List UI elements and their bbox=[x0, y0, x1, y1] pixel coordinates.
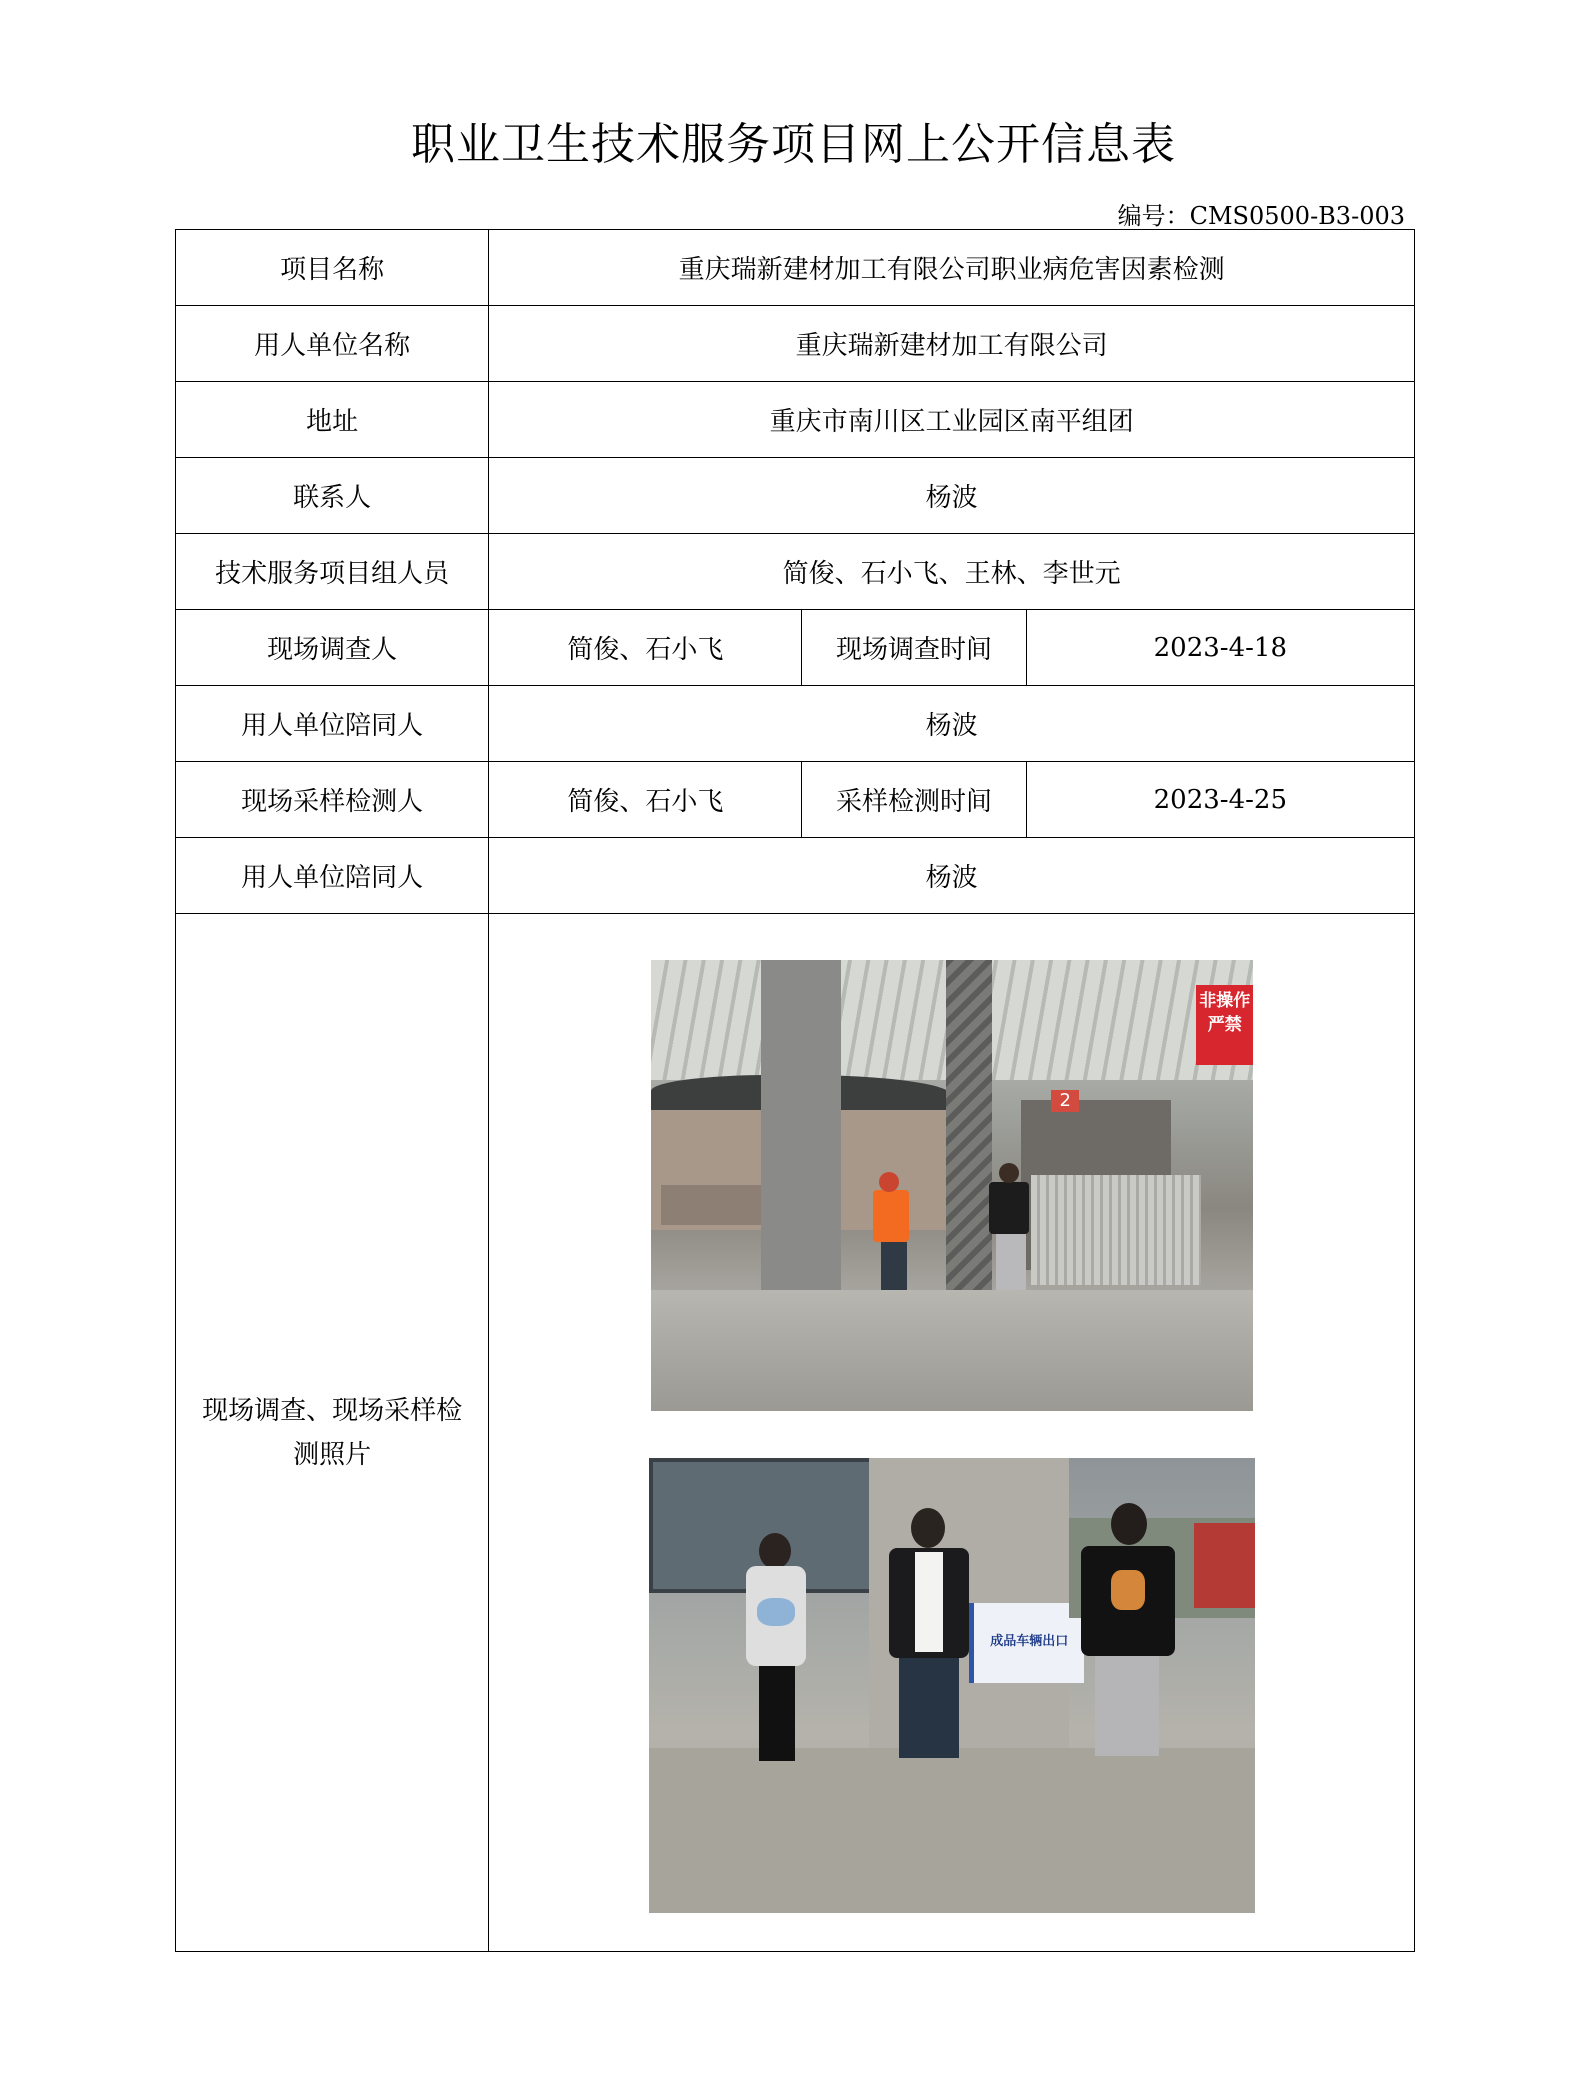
row-escort-2 bbox=[176, 838, 1415, 914]
employer-value: 重庆瑞新建材加工有限公司 bbox=[489, 306, 1415, 382]
butterfly-print bbox=[757, 1598, 795, 1626]
technician-shirt bbox=[989, 1182, 1029, 1234]
address-label: 地址 bbox=[176, 382, 489, 458]
team-group-photo bbox=[649, 1458, 1255, 1913]
safety-sign: 非操作 严禁 bbox=[1196, 985, 1253, 1065]
bin-number-marker: 2 bbox=[1051, 1090, 1079, 1112]
person-left-head bbox=[759, 1533, 791, 1569]
photos-container bbox=[489, 914, 1414, 1951]
contact-value: 杨波 bbox=[489, 458, 1415, 534]
row-employer bbox=[176, 306, 1415, 382]
sampling-time-value: 2023-4-25 bbox=[1026, 762, 1414, 838]
metal-fence bbox=[1031, 1175, 1201, 1285]
row-contact bbox=[176, 458, 1415, 534]
survey-time-label: 现场调查时间 bbox=[802, 610, 1026, 686]
concrete-floor bbox=[651, 1290, 1253, 1411]
person-middle-shirt bbox=[915, 1552, 943, 1652]
team-value: 简俊、石小飞、王林、李世元 bbox=[489, 534, 1415, 610]
ground bbox=[649, 1748, 1255, 1913]
sampling-time-label: 采样检测时间 bbox=[802, 762, 1026, 838]
team-label: 技术服务项目组人员 bbox=[176, 534, 489, 610]
worker-vest bbox=[873, 1190, 909, 1242]
person-middle-head bbox=[911, 1508, 945, 1548]
row-sampling bbox=[176, 762, 1415, 838]
project-name-label: 项目名称 bbox=[176, 230, 489, 306]
person-right-trousers bbox=[1095, 1656, 1159, 1756]
info-table bbox=[175, 229, 1415, 1952]
row-project-name bbox=[176, 230, 1415, 306]
exit-sign: 成品车辆出口 bbox=[969, 1603, 1084, 1683]
steel-pillar bbox=[946, 960, 992, 1340]
conveyor-column bbox=[761, 960, 841, 1290]
escort-1-label: 用人单位陪同人 bbox=[176, 686, 489, 762]
escort-1-value: 杨波 bbox=[489, 686, 1415, 762]
row-team bbox=[176, 534, 1415, 610]
survey-person-value: 简俊、石小飞 bbox=[489, 610, 802, 686]
row-escort-1 bbox=[176, 686, 1415, 762]
photos-cell bbox=[489, 914, 1415, 1952]
person-right-head bbox=[1111, 1503, 1147, 1545]
escort-2-value: 杨波 bbox=[489, 838, 1415, 914]
document-title: 职业卫生技术服务项目网上公开信息表 bbox=[411, 119, 1176, 170]
escort-2-label: 用人单位陪同人 bbox=[176, 838, 489, 914]
site-survey-photo bbox=[651, 960, 1253, 1411]
sampling-person-label: 现场采样检测人 bbox=[176, 762, 489, 838]
background-truck bbox=[1194, 1523, 1255, 1608]
address-value: 重庆市南川区工业园区南平组团 bbox=[489, 382, 1415, 458]
person-left-trousers bbox=[759, 1666, 795, 1761]
survey-time-value: 2023-4-18 bbox=[1026, 610, 1414, 686]
project-name-value: 重庆瑞新建材加工有限公司职业病危害因素检测 bbox=[489, 230, 1415, 306]
row-address bbox=[176, 382, 1415, 458]
person-middle-jeans bbox=[899, 1658, 959, 1758]
contact-label: 联系人 bbox=[176, 458, 489, 534]
employer-label: 用人单位名称 bbox=[176, 306, 489, 382]
photos-label: 现场调查、现场采样检测照片 bbox=[176, 914, 489, 1952]
document-code: 编号：CMS0500-B3-003 bbox=[1117, 202, 1405, 230]
survey-person-label: 现场调查人 bbox=[176, 610, 489, 686]
row-photos bbox=[176, 914, 1415, 1952]
row-survey bbox=[176, 610, 1415, 686]
technician-trousers bbox=[996, 1234, 1026, 1294]
sampling-person-value: 简俊、石小飞 bbox=[489, 762, 802, 838]
technician-head bbox=[999, 1163, 1019, 1183]
tshirt-print bbox=[1111, 1570, 1145, 1610]
